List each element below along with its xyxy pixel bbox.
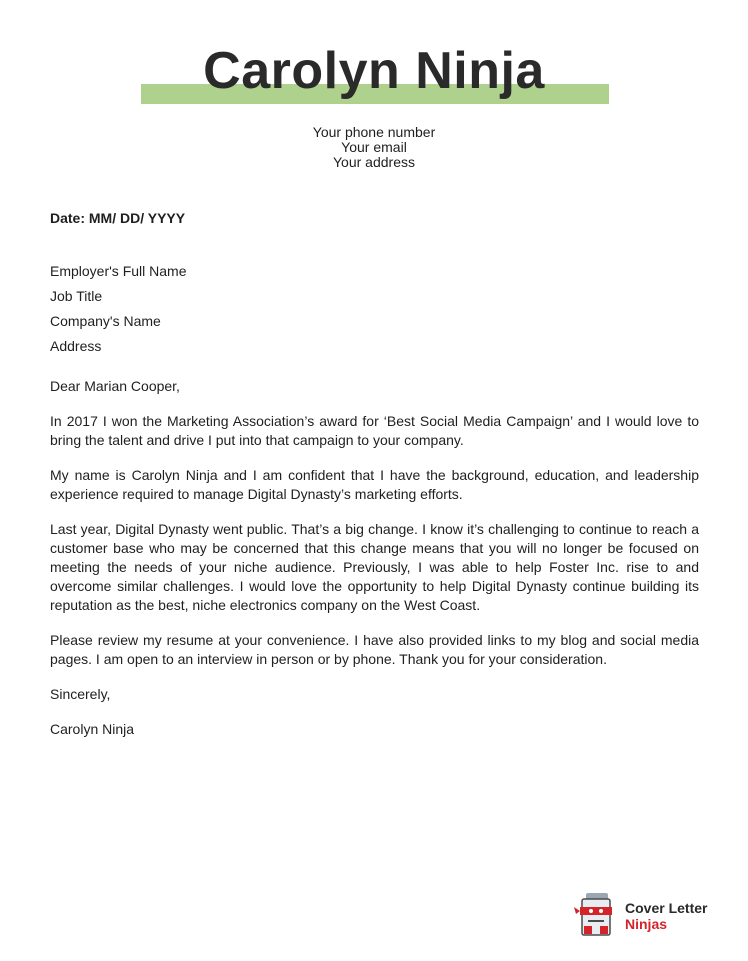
logo-line-2: Ninjas	[625, 916, 668, 932]
contact-phone: Your phone number	[312, 124, 436, 140]
paragraph-2: My name is Carolyn Ninja and I am confident that I have the background, education, and leadership experience required to manage Digital Dynasty’s marketing efforts.	[50, 467, 699, 502]
contact-address: Your address	[333, 154, 415, 170]
logo-line-1: Cover Letter	[625, 900, 708, 916]
employer-job-title: Job Title	[50, 288, 103, 304]
employer-block	[50, 259, 699, 359]
employer-company: Company's Name	[50, 313, 161, 329]
letter-header	[0, 0, 748, 175]
applicant-name: Carolyn Ninja	[203, 42, 545, 100]
employer-full-name: Employer's Full Name	[50, 263, 187, 279]
paragraph-3: Last year, Digital Dynasty went public. That’s a big change. I know it’s challenging to continue to reach a customer base who may be concerned that this change means that you will no longer be focused on meeting the needs of your niche audience. Previously, I was able to help Foster Inc. rise to and overcome similar challenges. I would love the opportunity to help Digital Dynasty continue building its reputation as the best, niche electronics company on the West Coast.	[50, 521, 699, 613]
contact-email: Your email	[341, 139, 407, 155]
salutation: Dear Marian Cooper,	[50, 378, 180, 394]
signature: Carolyn Ninja	[50, 721, 135, 737]
contact-info	[0, 125, 748, 170]
employer-address: Address	[50, 338, 102, 354]
paragraph-1: In 2017 I won the Marketing Association’s award for ‘Best Social Media Campaign’ and I would love to bring the talent and drive I put into that campaign to your company.	[50, 413, 699, 448]
letter-body	[50, 209, 699, 739]
closing: Sincerely,	[50, 686, 111, 702]
paragraph-4: Please review my resume at your convenience. I have also provided links to my blog and social media pages. I am open to an interview in person or by phone. Thank you for your consideration.	[50, 632, 699, 667]
logo-wordmark	[625, 900, 707, 932]
letter-date: Date: MM/ DD/ YYYY	[50, 210, 186, 226]
cover-letter-ninjas-logo	[574, 890, 734, 940]
ninja-paper-icon	[574, 890, 620, 938]
